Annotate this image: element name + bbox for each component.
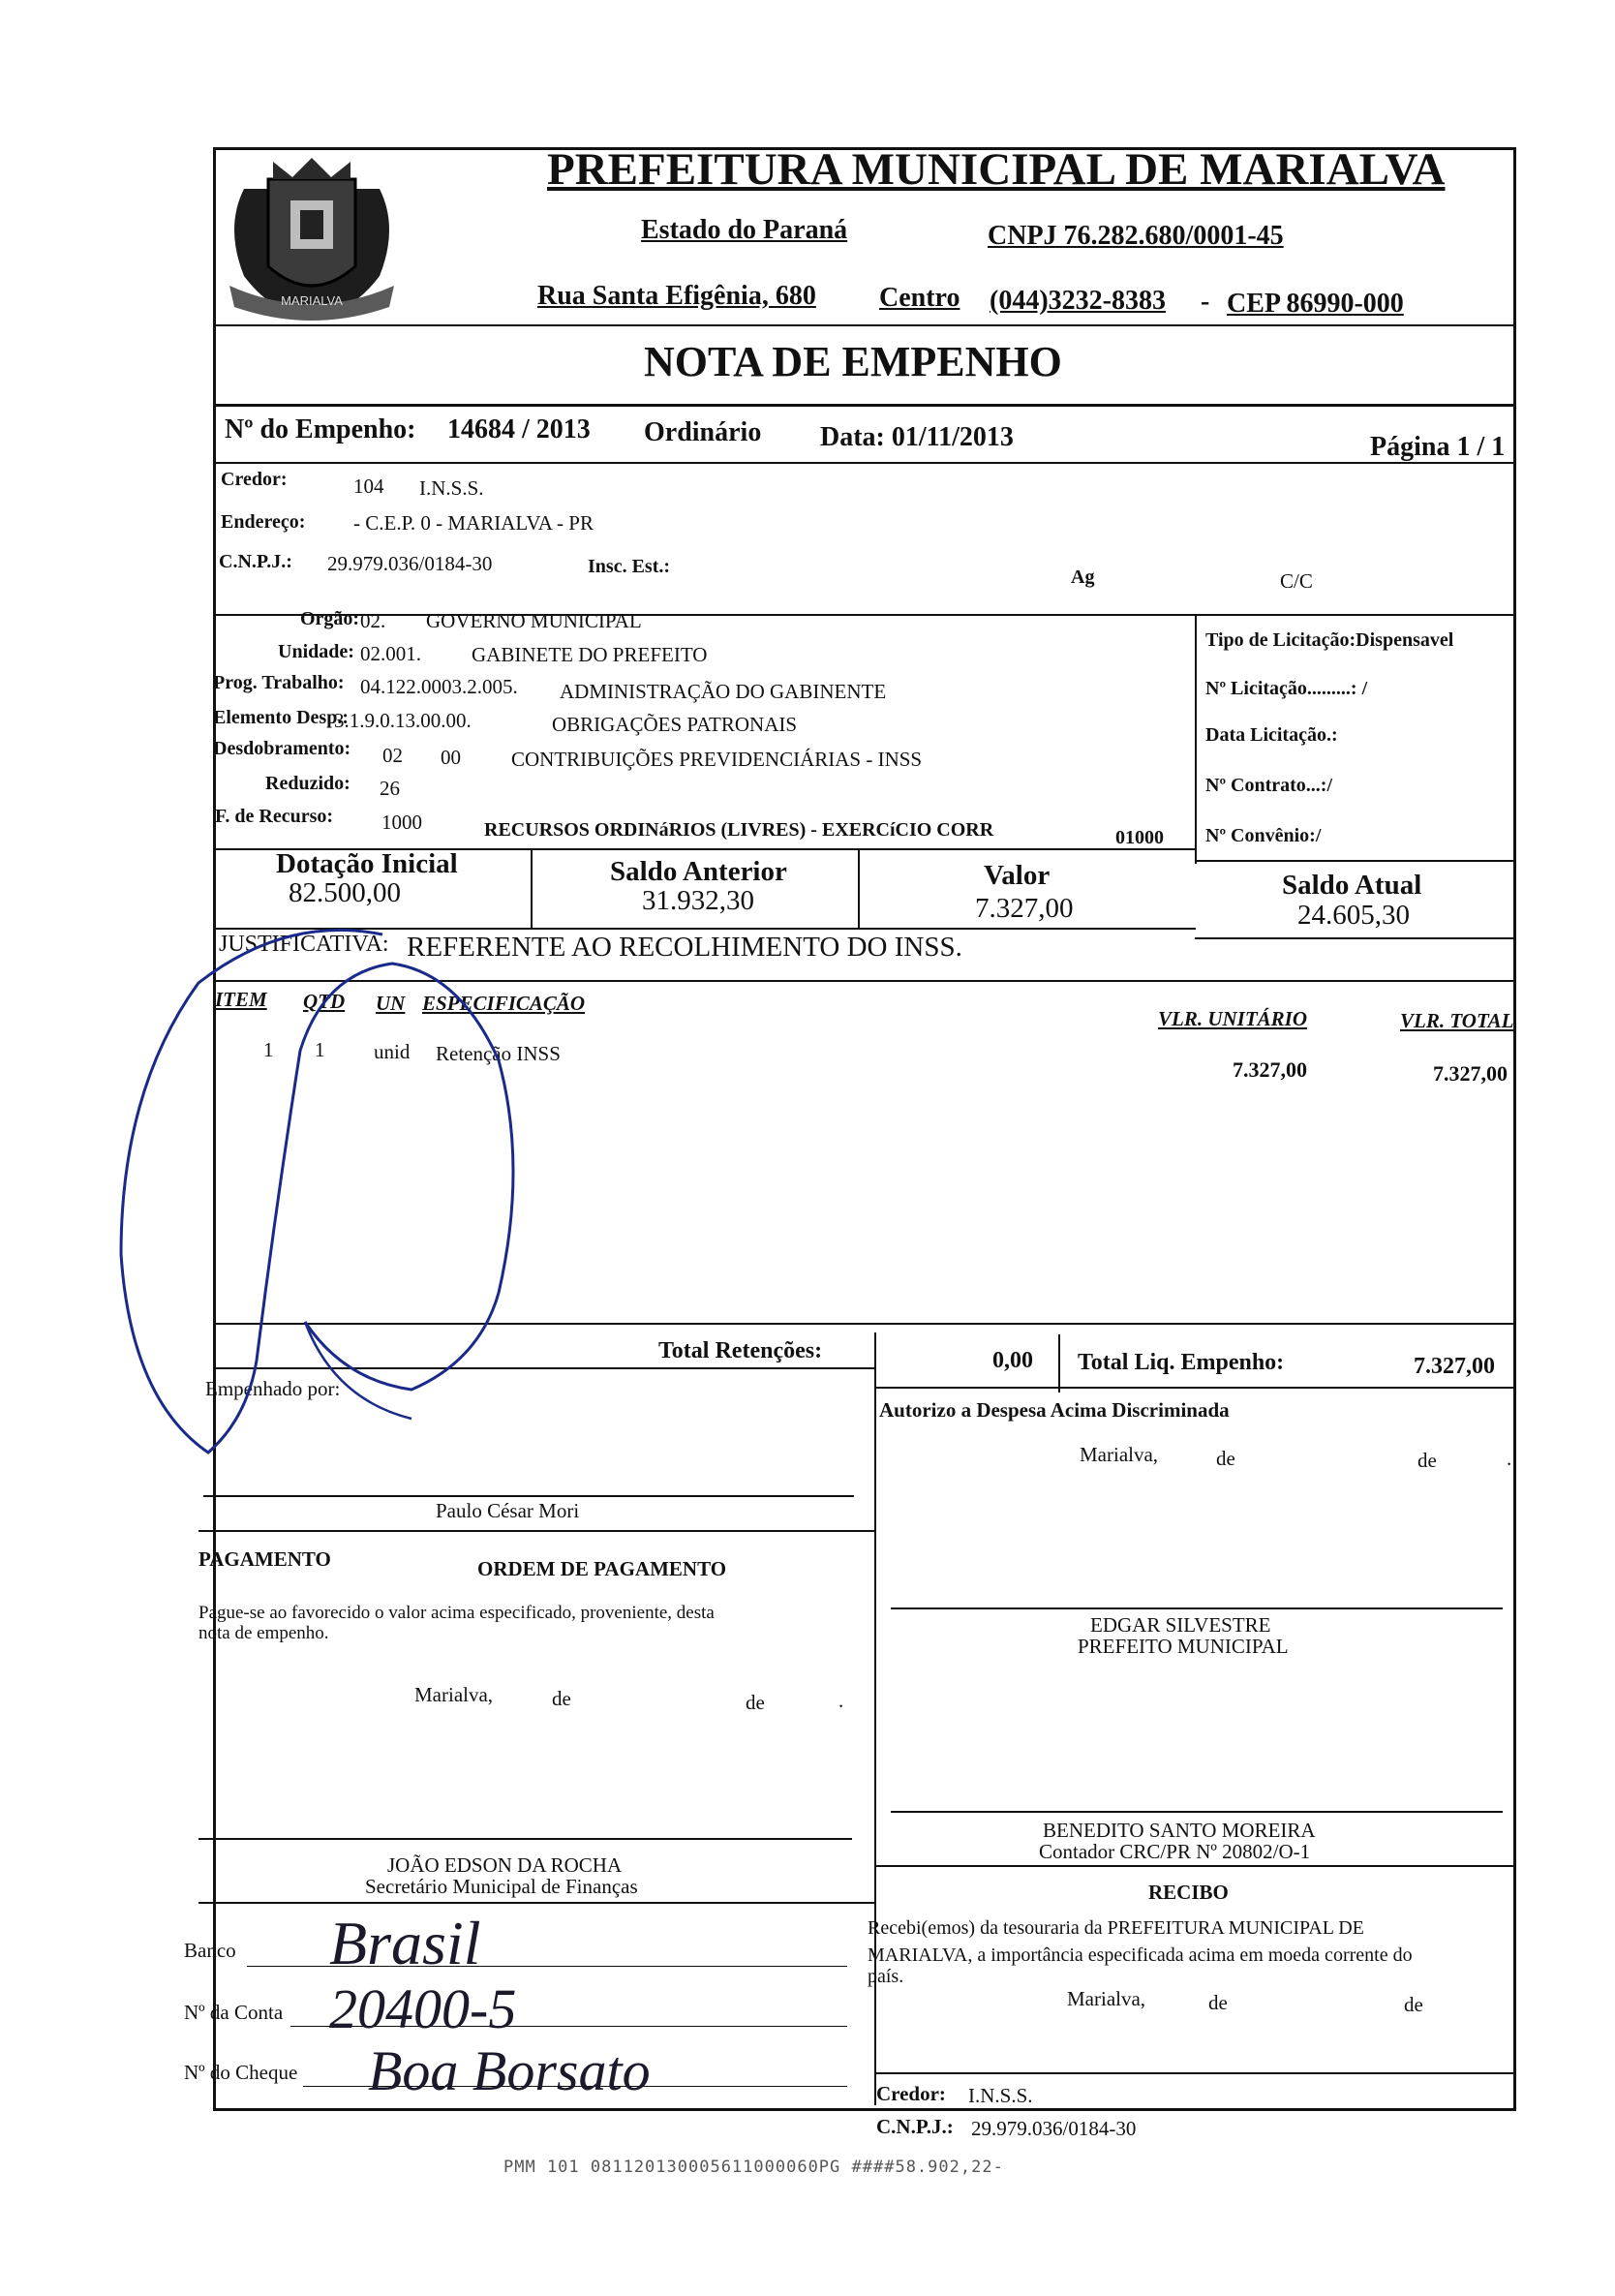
recibo-credor-value: I.N.S.S. xyxy=(968,2084,1033,2107)
row-item: 1 xyxy=(263,1038,274,1061)
insc-est-label: Insc. Est.: xyxy=(588,556,671,577)
page-number: Página 1 / 1 xyxy=(1370,432,1506,462)
autorizo-city: Marialva, xyxy=(1080,1443,1159,1466)
doc-title: NOTA DE EMPENHO xyxy=(644,338,1062,385)
credor-cnpj: 29.979.036/0184-30 xyxy=(327,552,493,575)
total-retencoes-label: Total Retenções: xyxy=(658,1338,823,1363)
recibo-line-2: MARIALVA, a importância especificada acima em moeda corrente do xyxy=(868,1944,1413,1966)
row-vlr-unitario: 7.327,00 xyxy=(1233,1057,1307,1082)
numero-convenio: Nº Convênio:/ xyxy=(1205,825,1322,846)
saldo-anterior-label: Saldo Anterior xyxy=(610,856,787,887)
autorizo-label: Autorizo a Despesa Acima Discriminada xyxy=(879,1398,1230,1422)
unidade-name: GABINETE DO PREFEITO xyxy=(472,643,708,666)
numero-contrato: Nº Contrato...:/ xyxy=(1205,775,1333,796)
empenhado-label: Empenhado por: xyxy=(205,1377,341,1400)
dotacao-value: 82.500,00 xyxy=(289,877,401,908)
recibo-line-1: Recebi(emos) da tesouraria da PREFEITURA MUNICIPAL DE xyxy=(868,1917,1364,1939)
row-qtd: 1 xyxy=(315,1038,325,1061)
empenho-date: Data: 01/11/2013 xyxy=(820,422,1014,452)
empenho-label: Nº do Empenho: xyxy=(225,414,416,444)
row-especificacao: Retenção INSS xyxy=(436,1042,561,1065)
justificativa-text: REFERENTE AO RECOLHIMENTO DO INSS. xyxy=(407,932,962,963)
divider xyxy=(1058,1334,1060,1393)
svg-text:20400-5: 20400-5 xyxy=(329,1977,517,2040)
col-qtd: QTD xyxy=(303,990,346,1013)
col-un: UN xyxy=(376,992,406,1015)
recibo-line-3: país. xyxy=(868,1966,904,1987)
fonte-recurso-name: RECURSOS ORDINáRIOS (LIVRES) - EXERCíCIO CORR xyxy=(484,819,994,841)
credor-name: I.N.S.S. xyxy=(419,476,484,500)
rule xyxy=(213,404,1513,407)
svg-text:Brasil: Brasil xyxy=(329,1909,481,1977)
prog-trabalho-name: ADMINISTRAÇÃO DO GABINENTE xyxy=(560,680,887,703)
saldo-atual-label: Saldo Atual xyxy=(1282,870,1422,901)
rule xyxy=(874,2072,1513,2074)
conta-label: Nº da Conta xyxy=(184,2001,284,2024)
orgao-label: Orgão: xyxy=(300,608,360,629)
footer-barcode-text: PMM 101 081120130005611000060PG ####58.902,22- xyxy=(503,2158,1004,2177)
municipality-title: PREFEITURA MUNICIPAL DE MARIALVA xyxy=(547,144,1446,195)
col-especificacao: ESPECIFICAÇÃO xyxy=(422,992,586,1015)
recibo-cnpj-label: C.N.P.J.: xyxy=(876,2115,954,2138)
divider xyxy=(1195,614,1197,864)
rule xyxy=(198,1902,876,1904)
phone: (044)3232-8383 xyxy=(990,286,1166,316)
cheque-label: Nº do Cheque xyxy=(184,2061,298,2084)
banco-label: Banco xyxy=(184,1939,236,1962)
empenho-number: 14684 / 2013 xyxy=(447,414,591,444)
row-vlr-total: 7.327,00 xyxy=(1433,1061,1508,1086)
credor-code: 104 xyxy=(353,475,384,498)
contador-title: Contador CRC/PR Nº 20802/O-1 xyxy=(1039,1840,1311,1863)
signature-line xyxy=(203,1495,854,1497)
pagamento-de-1: de xyxy=(552,1687,571,1710)
pagamento-text-2: nota de empenho. xyxy=(198,1623,329,1643)
svg-text:MARIALVA: MARIALVA xyxy=(281,293,343,308)
pagamento-de-2: de xyxy=(746,1691,765,1714)
prefeito-name: EDGAR SILVESTRE xyxy=(1090,1613,1271,1637)
numero-licitacao: Nº Licitação.........: / xyxy=(1205,678,1368,699)
orgao-name: GOVERNO MUNICIPAL xyxy=(426,609,642,632)
credor-label: Credor: xyxy=(221,469,288,490)
recibo-de-1: de xyxy=(1208,1991,1228,2014)
recibo-de-2: de xyxy=(1404,1993,1423,2016)
dotacao-label: Dotação Inicial xyxy=(276,848,458,879)
valor-label: Valor xyxy=(984,860,1051,891)
contador-name: BENEDITO SANTO MOREIRA xyxy=(1043,1819,1316,1842)
prog-trabalho-label: Prog. Trabalho: xyxy=(213,672,345,693)
saldo-anterior-value: 31.932,30 xyxy=(642,885,754,916)
rule xyxy=(198,1530,876,1532)
street-address: Rua Santa Efigênia, 680 xyxy=(537,281,816,311)
col-vlr-total: VLR. TOTAL xyxy=(1400,1009,1514,1032)
recibo-city: Marialva, xyxy=(1067,1987,1146,2010)
prefeito-title: PREFEITO MUNICIPAL xyxy=(1078,1635,1289,1658)
secretario-name: JOÃO EDSON DA ROCHA xyxy=(387,1853,623,1877)
rule xyxy=(213,324,1513,326)
saldo-atual-value: 24.605,30 xyxy=(1297,900,1410,931)
recibo-credor-label: Credor: xyxy=(876,2082,946,2105)
prog-trabalho-code: 04.122.0003.2.005. xyxy=(360,675,518,698)
secretario-title: Secretário Municipal de Finanças xyxy=(365,1875,638,1898)
total-liquido-value: 7.327,00 xyxy=(1414,1354,1495,1379)
cnpj-label: C.N.P.J.: xyxy=(219,551,292,572)
fonte-recurso-label: F. de Recurso: xyxy=(215,806,334,827)
handwriting-bank xyxy=(329,1908,871,2101)
cep: CEP 86990-000 xyxy=(1227,289,1404,319)
account-label: C/C xyxy=(1280,569,1313,593)
rule xyxy=(874,1865,1513,1867)
elemento-code: 3.1.9.0.13.00.00. xyxy=(334,709,472,732)
autorizo-period: . xyxy=(1507,1447,1512,1470)
divider xyxy=(874,1387,876,2105)
desdobramento-a: 02 xyxy=(382,744,403,767)
state-label: Estado do Paraná xyxy=(641,215,848,245)
tipo-licitacao: Tipo de Licitação:Dispensavel xyxy=(1205,629,1454,651)
ordem-pagamento: ORDEM DE PAGAMENTO xyxy=(477,1557,727,1580)
header-separator: - xyxy=(1201,287,1210,317)
recibo-cnpj-value: 29.979.036/0184-30 xyxy=(971,2117,1137,2140)
rule xyxy=(213,462,1513,464)
signature-line xyxy=(198,1838,852,1840)
agency-label: Ag xyxy=(1071,566,1095,588)
pagamento-city: Marialva, xyxy=(414,1683,494,1706)
autorizo-de-2: de xyxy=(1417,1449,1437,1472)
empenhado-name: Paulo César Mori xyxy=(436,1499,580,1522)
divider xyxy=(874,1332,876,1391)
col-vlr-unitario: VLR. UNITÁRIO xyxy=(1158,1007,1308,1030)
pagamento-label: PAGAMENTO xyxy=(198,1547,331,1571)
svg-text:Boa Borsato: Boa Borsato xyxy=(368,2039,651,2101)
desdobramento-label: Desdobramento: xyxy=(213,738,351,759)
rule xyxy=(213,614,1513,616)
valor-value: 7.327,00 xyxy=(975,893,1074,924)
fonte-recurso-code: 1000 xyxy=(381,811,422,834)
fonte-recurso-number: 01000 xyxy=(1115,827,1164,848)
empenho-type: Ordinário xyxy=(644,417,762,447)
address-label: Endereço: xyxy=(221,511,306,533)
autorizo-de-1: de xyxy=(1216,1447,1235,1470)
divider xyxy=(858,850,860,930)
reduzido-code: 26 xyxy=(380,777,400,800)
pagamento-text-1: Pague-se ao favorecido o valor acima especificado, proveniente, desta xyxy=(198,1603,715,1623)
signature-line xyxy=(891,1607,1503,1609)
pagamento-period: . xyxy=(838,1689,844,1712)
orgao-code: 02. xyxy=(360,609,386,632)
elemento-label: Elemento Desp.: xyxy=(213,707,349,728)
credor-address: - C.E.P. 0 - MARIALVA - PR xyxy=(353,511,594,535)
rule xyxy=(1195,860,1513,862)
rule xyxy=(1195,937,1513,939)
total-liquido-label: Total Liq. Empenho: xyxy=(1078,1350,1285,1375)
pen-stroke-annotation xyxy=(111,915,615,1467)
desdobramento-name: CONTRIBUIÇÕES PREVIDENCIÁRIAS - INSS xyxy=(511,748,923,771)
rule xyxy=(874,1387,1513,1389)
unidade-code: 02.001. xyxy=(360,642,421,665)
recibo-title: RECIBO xyxy=(1148,1881,1229,1904)
total-retencoes-value: 0,00 xyxy=(992,1348,1033,1373)
desdobramento-b: 00 xyxy=(441,746,461,769)
elemento-name: OBRIGAÇÕES PATRONAIS xyxy=(552,713,798,736)
justificativa-label: JUSTIFICATIVA: xyxy=(219,932,389,957)
row-un: unid xyxy=(374,1040,411,1063)
reduzido-label: Reduzido: xyxy=(265,773,350,794)
col-item: ITEM xyxy=(215,988,267,1011)
unidade-label: Unidade: xyxy=(278,641,354,662)
district: Centro xyxy=(879,283,960,313)
data-licitacao: Data Licitação.: xyxy=(1205,724,1338,746)
municipality-cnpj: CNPJ 76.282.680/0001-45 xyxy=(988,221,1284,251)
municipal-crest xyxy=(215,150,409,321)
signature-line xyxy=(891,1811,1503,1813)
